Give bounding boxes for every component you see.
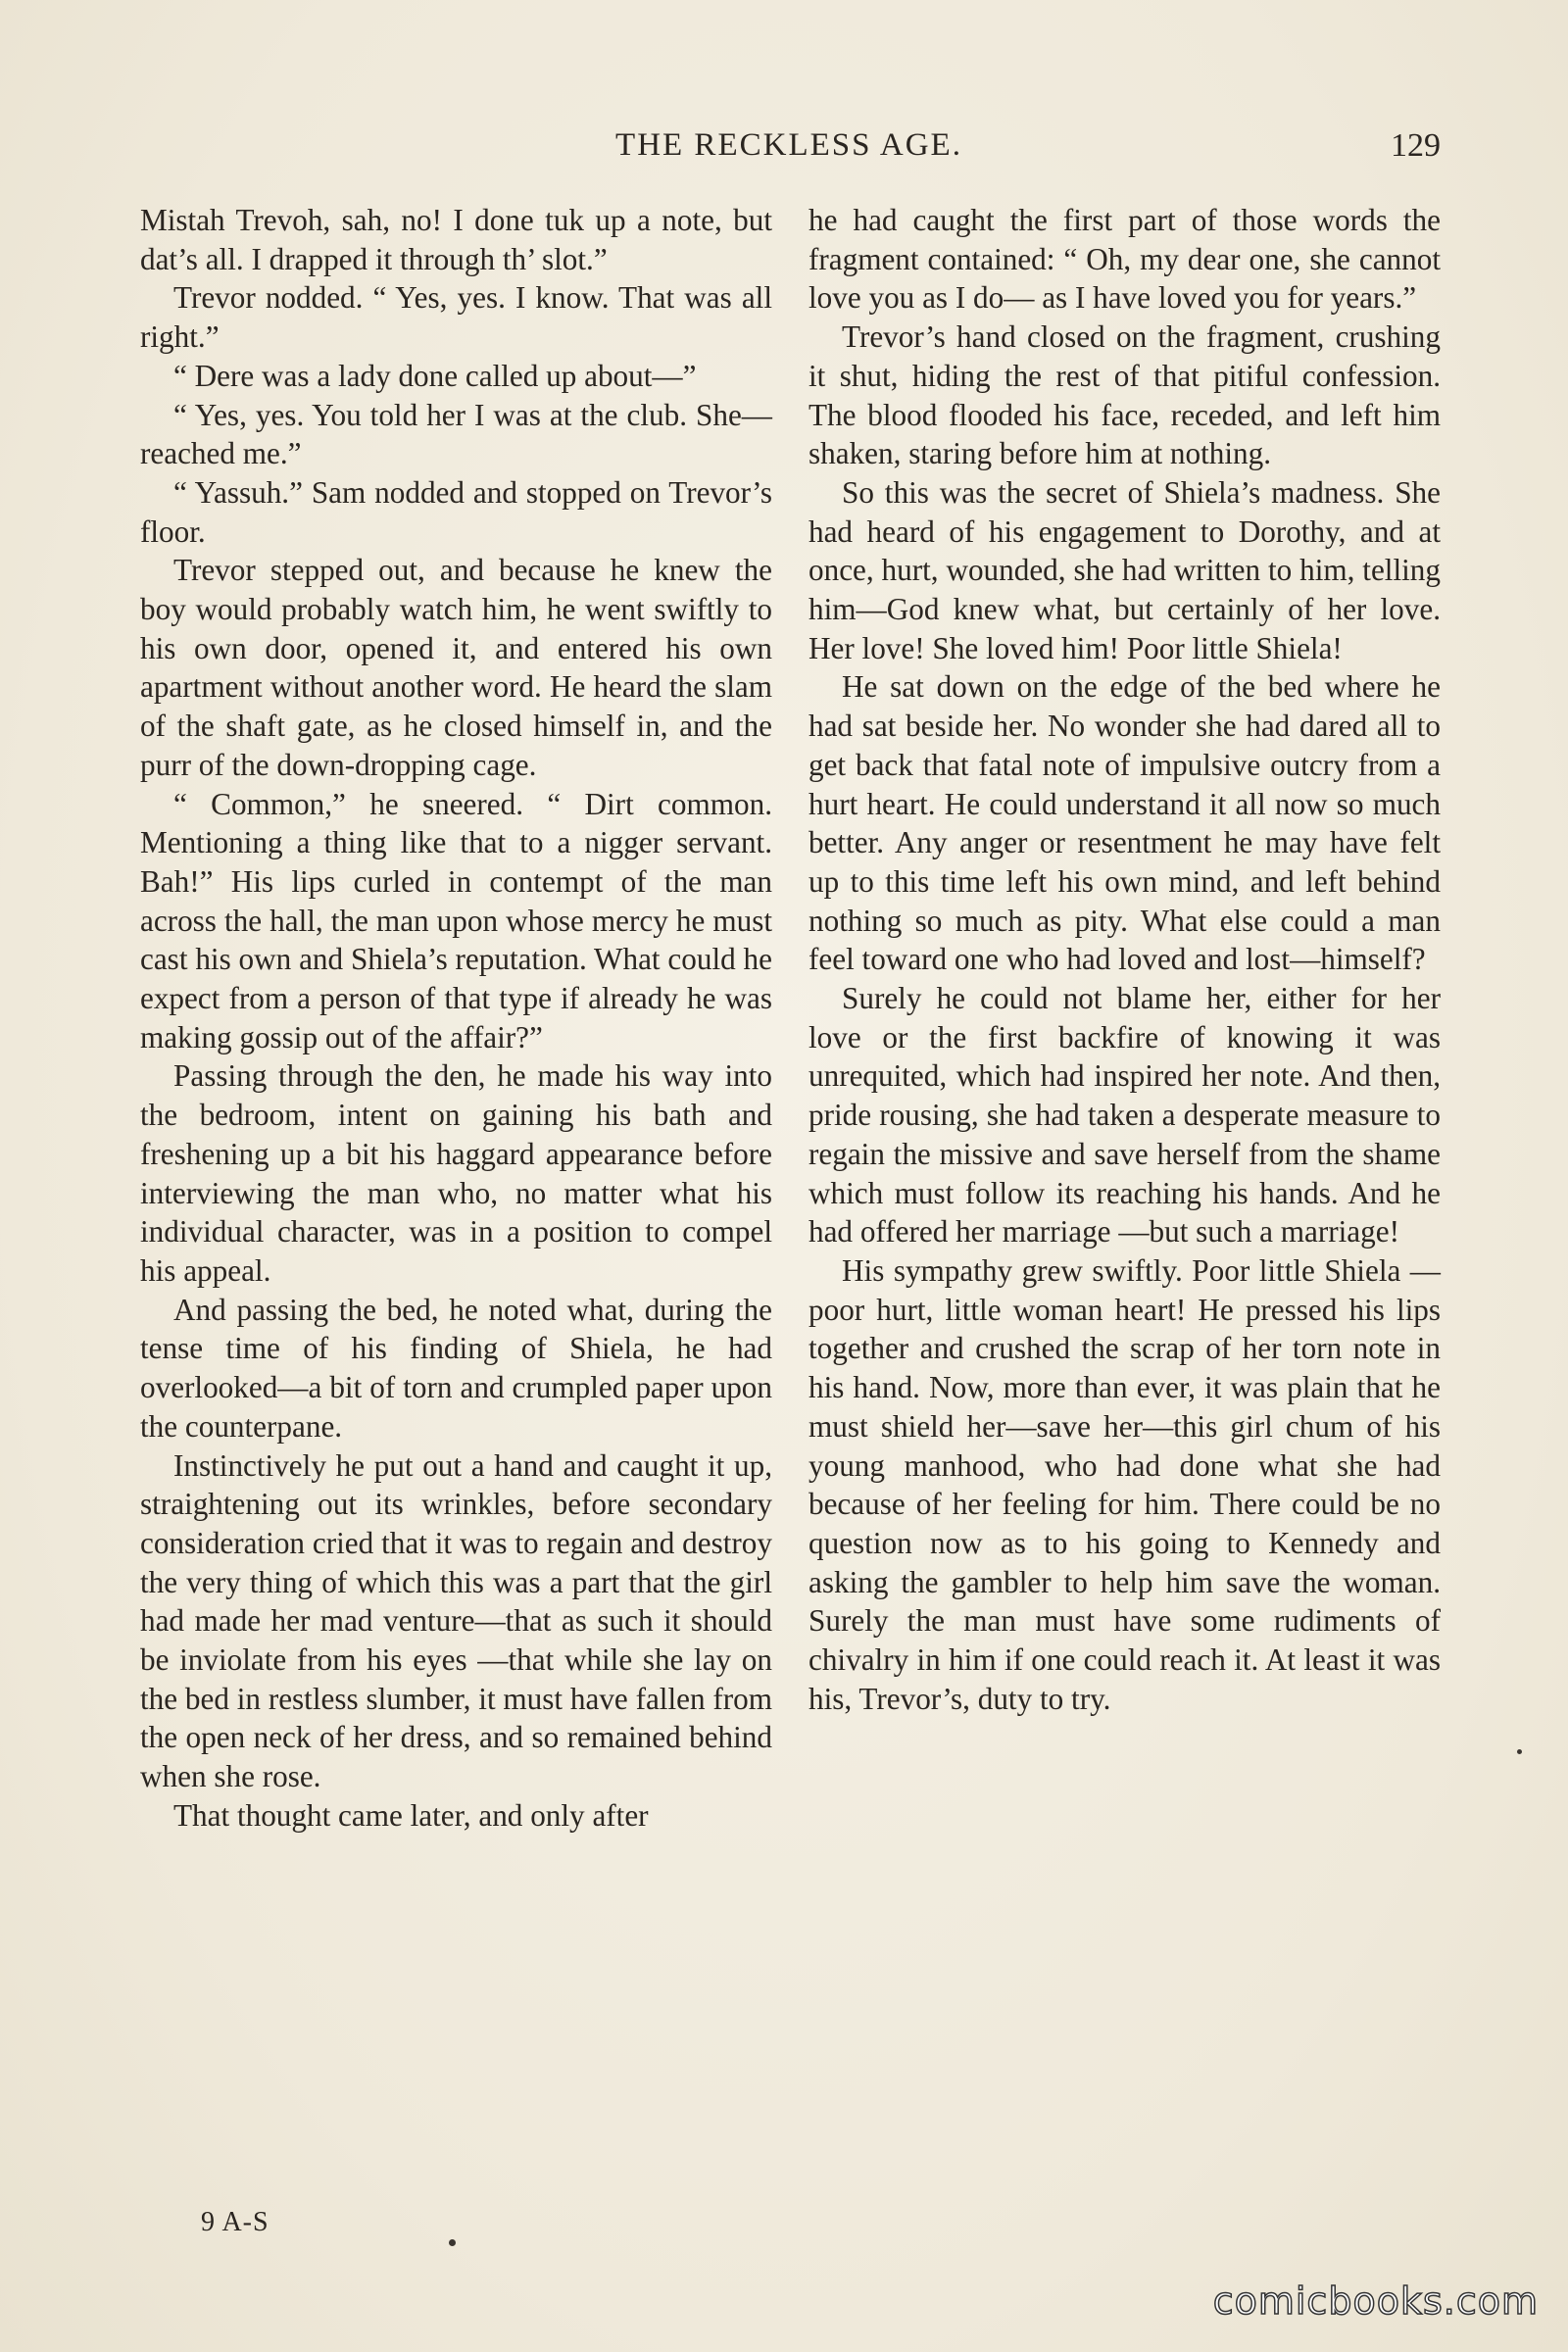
paragraph: he had caught the first part of those words the fragment contained: “ Oh, my dear one, she cannot love you as I do— as I have loved you for years.” bbox=[808, 203, 1441, 316]
paragraph: And passing the bed, he noted what, during the tense time of his finding of Shiela, he had overlooked—a bit of torn and crumpled paper upon the counterpane. bbox=[140, 1292, 772, 1444]
paragraph: He sat down on the edge of the bed where he had sat beside her. No wonder she had dared all to get back that fatal note of impulsive outcry from a hurt heart. He could understand it all now so much better. Any anger or resentment he may have felt up to this time left his own mind, and left behind nothing so much as pity. What else could a man feel toward one who had loved and lost—himself? bbox=[808, 669, 1441, 977]
left-text-column bbox=[140, 201, 772, 1836]
paragraph: So this was the secret of Shiela’s madness. She had heard of his engagement to Dorothy, and at once, hurt, wounded, she had written to him, telling him—God knew what, but certainly of her love. Her love! She loved him! Poor little Shiela! bbox=[808, 474, 1441, 665]
paragraph: Mistah Trevoh, sah, no! I done tuk up a note, but dat’s all. I drapped it through th’ slot.” bbox=[140, 203, 772, 276]
paragraph: Passing through the den, he made his way into the bedroom, intent on gaining his bath and freshening up a bit his haggard appearance before interviewing the man who, no matter what his individual character, was in a position to compel his appeal. bbox=[140, 1058, 772, 1288]
paragraph: That thought came later, and only after bbox=[173, 1797, 649, 1833]
paragraph: “ Dere was a lady done called up about—” bbox=[173, 358, 697, 393]
right-text-column bbox=[808, 201, 1441, 1718]
paragraph: His sympathy grew swiftly. Poor little Shiela — poor hurt, little woman heart! He pressed his lips together and crushed the scrap of her torn note in his hand. Now, more than ever, it was plain that he must shield her—save her—this girl chum of his young manhood, who had done what she had because of her feeling for him. There could be no question now as to his going to Kennedy and asking the gambler to help him save the woman. Surely the man must have some rudiments of chivalry in him if one could reach it. At least it was his, Trevor’s, duty to try. bbox=[808, 1252, 1441, 1716]
running-title: THE RECKLESS AGE. bbox=[615, 127, 962, 163]
paragraph: “ Yassuh.” Sam nodded and stopped on Trevor’s floor. bbox=[140, 474, 772, 549]
signature-mark: 9 A-S bbox=[201, 2207, 270, 2237]
page-header bbox=[137, 127, 1441, 176]
paragraph: Trevor nodded. “ Yes, yes. I know. That was all right.” bbox=[140, 280, 772, 355]
print-speck bbox=[1517, 1749, 1522, 1754]
paragraph: “ Yes, yes. You told her I was at the club. She—reached me.” bbox=[140, 397, 772, 471]
page-number: 129 bbox=[1391, 127, 1441, 164]
paragraph: Trevor’s hand closed on the fragment, crushing it shut, hiding the rest of that pitiful confession. The blood flooded his face, receded, and left him shaken, staring before him at nothing. bbox=[808, 319, 1441, 471]
print-speck bbox=[449, 2239, 456, 2246]
paragraph: “ Common,” he sneered. “ Dirt common. Mentioning a thing like that to a nigger servant. Bah!” His lips curled in contempt of the man across the hall, the man upon whose mercy he must cast his own and Shiela’s reputation. What could he expect from a person of that type if already he was making gossip out of the affair?” bbox=[140, 786, 772, 1054]
paragraph: Instinctively he put out a hand and caught it up, straightening out its wrinkles, before secondary consideration cried that it was to regain and destroy the very thing of which this was a part that the girl had made her mad venture—that as such it should be inviolate from his eyes —that while she lay on the bed in restless slumber, it must have fallen from the open neck of her dress, and so remained behind when she rose. bbox=[140, 1447, 772, 1794]
paragraph: Surely he could not blame her, either for her love or the first backfire of knowing it was unrequited, which had inspired her note. And then, pride rousing, she had taken a desperate measure to regain the missive and save herself from the shame which must follow its reaching his hands. And he had offered her marriage —but such a marriage! bbox=[808, 981, 1441, 1250]
paragraph: Trevor stepped out, and because he knew the boy would probably watch him, he went swiftly to his own door, opened it, and entered his own apartment without another word. He heard the slam of the shaft gate, as he closed himself in, and the purr of the down-dropping cage. bbox=[140, 553, 772, 782]
watermark: comicbooks.com bbox=[1212, 2279, 1539, 2323]
